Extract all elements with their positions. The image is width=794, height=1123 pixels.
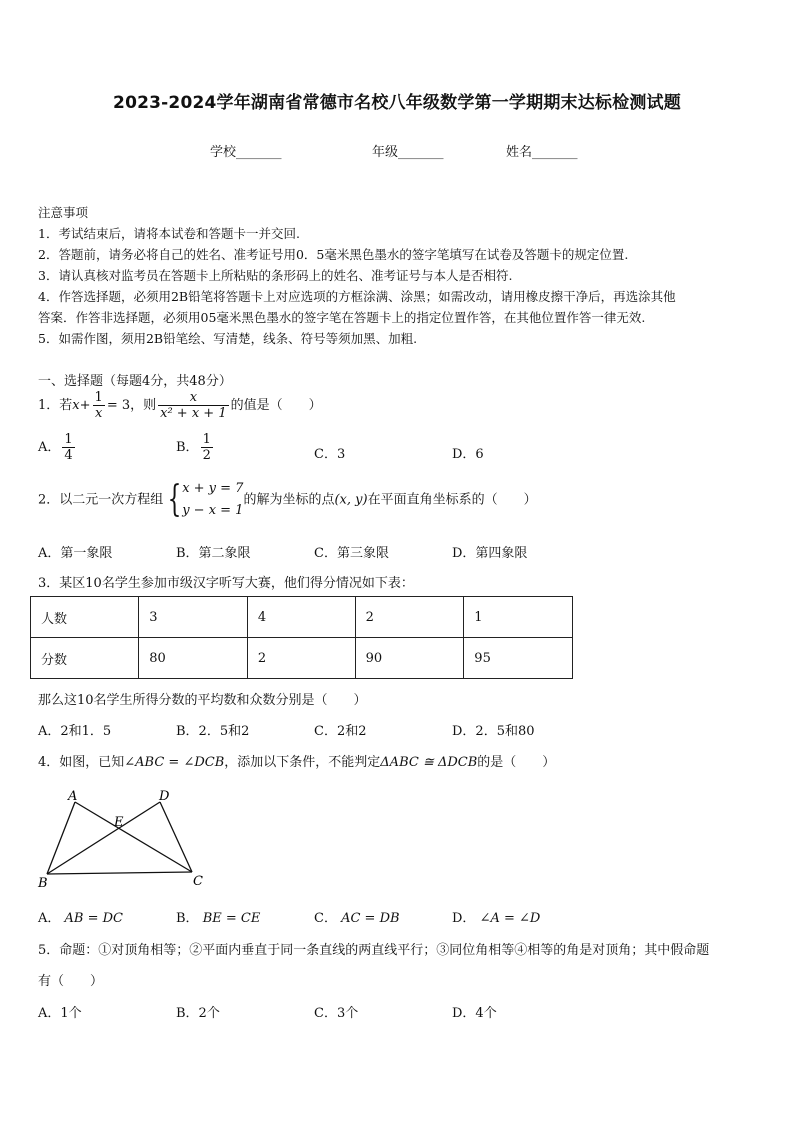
label-e: E bbox=[114, 815, 124, 830]
table-cell: 人数 bbox=[31, 597, 139, 638]
name-field: 姓名_______ bbox=[506, 145, 578, 160]
table-cell: 90 bbox=[355, 638, 464, 679]
q4-option-d: D． ∠A = ∠D bbox=[452, 911, 541, 926]
q4-option-b: B． BE = CE bbox=[176, 911, 261, 926]
notice-item: 答案．作答非选择题，必须用05毫米黑色墨水的签字笔在答题卡上的指定位置作答，在其他位置作答一律无效. bbox=[38, 310, 646, 325]
page-title: 2023-2024学年湖南省常德市名校八年级数学第一学期期末达标检测试题 bbox=[113, 93, 681, 113]
table-cell: 2 bbox=[247, 638, 355, 679]
label-d: D bbox=[159, 789, 170, 804]
q4-option-a: A． AB = DC bbox=[38, 911, 123, 926]
q2-option-b: B．第二象限 bbox=[176, 546, 251, 561]
q2-option-d: D．第四象限 bbox=[452, 546, 528, 561]
fraction-expression: $\frac{x}{\text{x² + x + 1}}$ bbox=[160, 390, 227, 421]
question-5: 5．命题：①对顶角相等；②平面内垂直于同一条直线的两直线平行；③同位角相等④相等的角是对顶角；其中假命题 bbox=[38, 943, 710, 958]
equation-system: x + y = 7 y − x = 1 bbox=[182, 481, 244, 518]
table-cell: 4 bbox=[247, 597, 355, 638]
question-3-followup: 那么这10名学生所得分数的平均数和众数分别是（ ） bbox=[38, 693, 367, 708]
q1-option-a: A． $\frac{1}{4}$ bbox=[38, 432, 73, 463]
question-3: 3．某区10名学生参加市级汉字听写大赛，他们得分情况如下表： bbox=[38, 576, 414, 591]
q2-option-c: C．第三象限 bbox=[314, 546, 389, 561]
question-5-cont: 有（ ） bbox=[38, 974, 104, 989]
q4-option-c: C． AC = DB bbox=[314, 911, 400, 926]
label-c: C bbox=[193, 874, 203, 889]
table-cell: 3 bbox=[139, 597, 248, 638]
label-a: A bbox=[68, 789, 78, 804]
table-cell: 95 bbox=[464, 638, 573, 679]
notice-item: 5．如需作图，须用2B铅笔绘、写清楚，线条、符号等须加黑、加粗. bbox=[38, 331, 418, 346]
question-4: 4．如图，已知∠ABC = ∠DCB，添加以下条件，不能判定ΔABC ≅ ΔDCB的是（ ） bbox=[38, 755, 556, 770]
q3-option-c: C．2和2 bbox=[314, 724, 367, 739]
notice-item: 3．请认真核对监考员在答题卡上所粘贴的条形码上的姓名、准考证号与本人是否相符. bbox=[38, 268, 513, 283]
q5-option-c: C．3个 bbox=[314, 1006, 359, 1021]
grade-field: 年级_______ bbox=[372, 145, 444, 160]
q5-option-b: B．2个 bbox=[176, 1006, 220, 1021]
table-cell: 分数 bbox=[31, 638, 139, 679]
question-1: 1．若x+ $\frac{1}{x}$ = 3，则 $\frac{x}{\text{x² + x + 1}}$ 的值是（ ） bbox=[38, 390, 322, 421]
notice-heading: 注意事项 bbox=[38, 205, 89, 220]
q1-option-c: C．3 bbox=[314, 447, 346, 462]
question-2: 2．以二元一次方程组 { x + y = 7 y − x = 1 的解为坐标的点(x, y)在平面直角坐标系的（ ） bbox=[38, 479, 537, 520]
section-heading: 一、选择题（每题4分，共48分） bbox=[38, 374, 232, 389]
school-field: 学校_______ bbox=[210, 145, 282, 160]
q3-option-d: D．2．5和80 bbox=[452, 724, 535, 739]
score-table bbox=[30, 596, 573, 679]
q5-option-d: D．4个 bbox=[452, 1006, 497, 1021]
notice-item: 1．考试结束后，请将本试卷和答题卡一并交回. bbox=[38, 226, 300, 241]
table-row bbox=[31, 638, 573, 679]
triangle-figure bbox=[30, 784, 220, 894]
label-b: B bbox=[38, 876, 48, 891]
q2-option-a: A．第一象限 bbox=[38, 546, 113, 561]
table-cell: 2 bbox=[355, 597, 464, 638]
q3-option-b: B．2．5和2 bbox=[176, 724, 250, 739]
q5-option-a: A．1个 bbox=[38, 1006, 82, 1021]
fraction-1-over-x: $\frac{1}{x}$ bbox=[94, 390, 103, 421]
table-cell: 80 bbox=[139, 638, 248, 679]
q3-option-a: A．2和1．5 bbox=[38, 724, 112, 739]
notice-item: 4．作答选择题，必须用2B铅笔将答题卡上对应选项的方框涂满、涂黑；如需改动，请用橡皮擦干净后，再选涂其他 bbox=[38, 289, 676, 304]
table-cell: 1 bbox=[464, 597, 573, 638]
notice-item: 2．答题前，请务必将自己的姓名、准考证号用0．5毫米黑色墨水的签字笔填写在试卷及答题卡的规定位置. bbox=[38, 247, 629, 262]
q1-option-b: B． $\frac{1}{2}$ bbox=[176, 432, 211, 463]
q1-option-d: D．6 bbox=[452, 447, 484, 462]
table-row bbox=[31, 597, 573, 638]
